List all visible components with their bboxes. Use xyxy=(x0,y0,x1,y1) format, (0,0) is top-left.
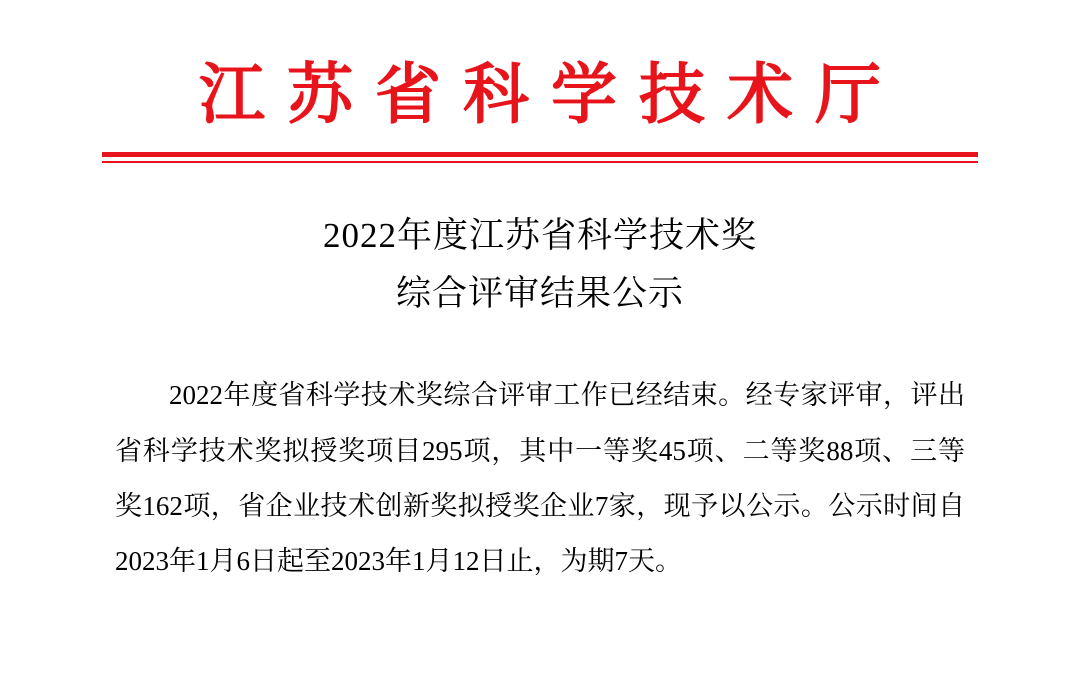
letterhead-organization: 江苏省科学技术厅 xyxy=(199,59,903,132)
letterhead-divider xyxy=(102,152,978,163)
body-paragraph-1: 2022年度省科学技术奖综合评审工作已经结束。经专家评审，评出省科学技术奖拟授奖项目295项，其中一等奖45项、二等奖88项、三等奖162项，省企业技术创新奖拟授奖企业7家，现予以公示。公示时间自2023年1月6日起至2023年1月12日止，为期7天。 xyxy=(115,380,965,577)
letterhead-rule-thin xyxy=(102,161,978,163)
document-title-line-2: 综合评审结果公示 xyxy=(395,273,684,313)
document-body xyxy=(115,368,965,589)
document-title-line-1: 2022年度江苏省科学技术奖 xyxy=(322,215,757,255)
letterhead xyxy=(0,0,1080,163)
document-title xyxy=(0,207,1080,323)
